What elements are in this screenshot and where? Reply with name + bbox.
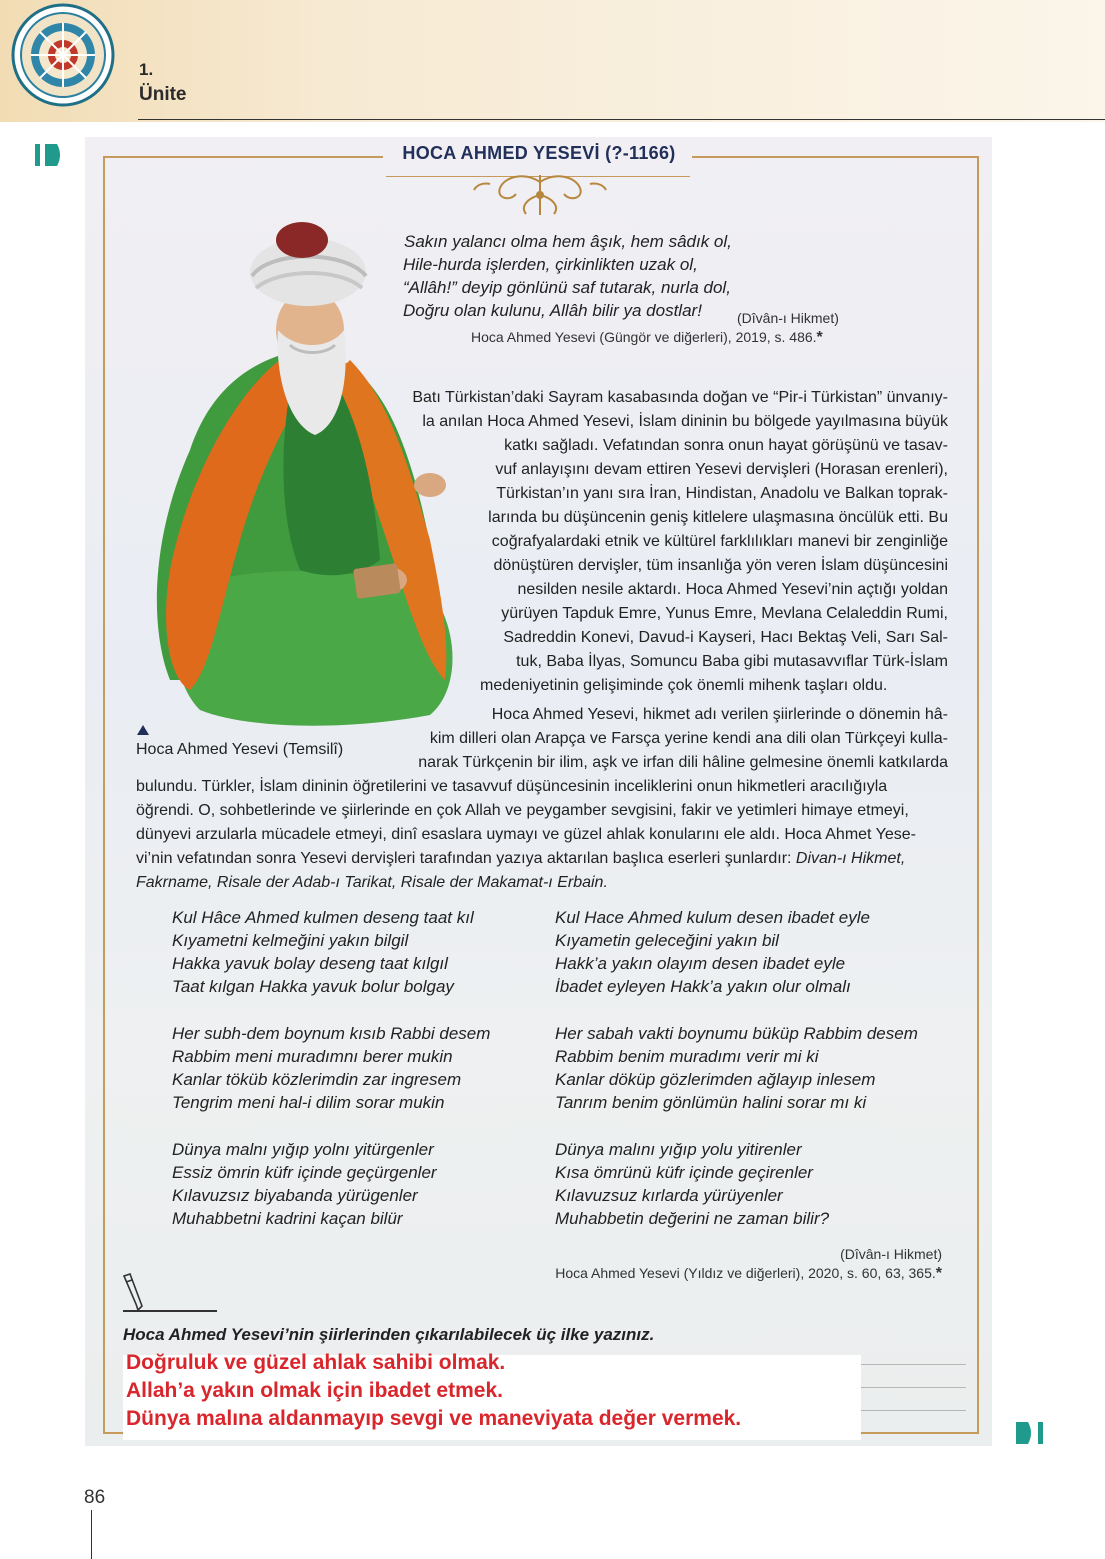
body-line: katkı sağladı. Vefatından sonra onun hayat görüşünü ve tasav-: [504, 437, 948, 454]
body-line: coğrafyalardaki etnik ve kültürel farklılıkları manevi bir zenginliğe: [491, 533, 948, 550]
unit-number: 1.: [139, 60, 154, 79]
body-line: öğrendi. O, sohbetlerinde ve şiirlerinde en çok Allah ve peygamber sevgisini, fakir ve yetimleri himaye etmeyi,: [136, 802, 909, 819]
verse-modern-line: Kanlar döküp gözlerimden ağlayıp inlesem: [555, 1070, 876, 1089]
unit-label: Ünite: [139, 84, 187, 105]
verse-modern-line: Dünya malını yığıp yolu yitirenler: [555, 1140, 802, 1159]
answer-line[interactable]: Dünya malına aldanmayıp sevgi ve maneviyata değer vermek.: [126, 1407, 742, 1430]
verses-source: Hoca Ahmed Yesevi (Yıldız ve diğerleri), 2020, s. 60, 63, 365.*: [555, 1265, 942, 1282]
verse-modern-line: İbadet eyleyen Hakk’a yakın olur olmalı: [555, 977, 851, 996]
body-line: dönüştüren dervişler, tüm insanlığa yön veren İslam düşüncesini: [493, 557, 948, 574]
verse-modern-line: Kul Hace Ahmed kulum desen ibadet eyle: [555, 908, 870, 927]
verse-modern-line: Kısa ömrünü küfr içinde geçirenler: [555, 1163, 813, 1182]
body-line: narak Türkçenin bir ilim, aşk ve irfan dili hâline gelmesine önemli katkılarda: [418, 754, 948, 771]
answer-line[interactable]: Doğruluk ve güzel ahlak sahibi olmak.: [126, 1351, 506, 1374]
body-line: yürüyen Tapduk Emre, Yunus Emre, Mevlana Celaleddin Rumi,: [501, 605, 948, 622]
pencil-icon: [118, 1272, 154, 1312]
verse-original-line: Dünya malnı yığıp yolnı yitürgenler: [172, 1140, 434, 1159]
verse-modern-line: Kıyametin geleceğini yakın bil: [555, 931, 779, 950]
verse-modern-line: Rabbim benim muradımı verir mi ki: [555, 1047, 819, 1066]
verse-modern-line: Tanrım benim gönlümün halini sorar mı ki: [555, 1093, 867, 1112]
opening-poem-source: Hoca Ahmed Yesevi (Güngör ve diğerleri), 2019, s. 486.*: [471, 329, 823, 346]
verse-original-line: Tengrim meni hal-i dilim sorar mukin: [172, 1093, 445, 1112]
verse-original-line: Taat kılgan Hakka yavuk bolur bolgay: [172, 977, 454, 996]
frame-left: [103, 156, 105, 1434]
verse-original-line: Her subh-dem boynum kısıb Rabbi desem: [172, 1024, 491, 1043]
verse-original-line: Muhabbetni kadrini kaçan bilür: [172, 1209, 403, 1228]
body-line: Batı Türkistan’daki Sayram kasabasında doğan ve “Pir-i Türkistan” ünvanıy-: [412, 389, 948, 406]
verse-original-line: Rabbim meni muradımnı berer mukin: [172, 1047, 453, 1066]
frame-right: [977, 156, 979, 1434]
body-line: larında bu düşüncenin geniş kitlelere ulaşmasına öncülük etti. Bu: [488, 509, 948, 526]
body-line: vuf anlayışını devam ettiren Yesevi dervişleri (Horasan erenleri),: [495, 461, 948, 478]
body-line: Sadreddin Konevi, Davud-i Kayseri, Hacı Bektaş Veli, Sarı Sal-: [503, 629, 948, 646]
verse-original-line: Kıyametni kelmeğini yakın bilgil: [172, 931, 409, 950]
page-number-bar: [91, 1510, 92, 1559]
body-line: Hoca Ahmed Yesevi, hikmet adı verilen şiirlerinde o dönemin hâ-: [491, 706, 948, 723]
body-line-works-list: Fakrname, Risale der Adab-ı Tarikat, Risale der Makamat-ı Erbain.: [136, 874, 608, 891]
caption-pointer-icon: [137, 725, 149, 735]
frame-top-right: [692, 156, 979, 158]
verse-modern-line: Kılavuzsuz kırlarda yürüyenler: [555, 1186, 783, 1205]
section-start-icon[interactable]: [35, 144, 65, 166]
verse-modern-line: Hakk’a yakın olayım desen ibadet eyle: [555, 954, 846, 973]
verse-modern-line: Her sabah vakti boynumu büküp Rabbim desem: [555, 1024, 918, 1043]
frame-top-left: [103, 156, 383, 158]
opening-poem-work: (Dîvân-ı Hikmet): [737, 310, 839, 326]
opening-poem-line: Hile-hurda işlerden, çirkinlikten uzak ol,: [403, 255, 698, 274]
body-line: kim dilleri olan Arapça ve Farsça yerine kendi ana dili olan Türkçeyi kulla-: [429, 730, 948, 747]
body-line: medeniyetinin gelişiminde çok önemli mihenk taşları oldu.: [480, 677, 888, 694]
verse-original-line: Hakka yavuk bolay deseng taat kılgıl: [172, 954, 448, 973]
verse-original-line: Essiz ömrin küfr içinde geçürgenler: [172, 1163, 437, 1182]
section-end-icon[interactable]: [1014, 1422, 1044, 1444]
opening-poem-line: Doğru olan kulunu, Allâh bilir ya dostlar!: [403, 301, 702, 320]
pencil-underline: [123, 1310, 217, 1312]
opening-poem-line: “Allâh!” deyip gönlünü saf tutarak, nurla dol,: [403, 278, 731, 297]
rosette-ornament-icon: [8, 0, 118, 110]
verse-original-line: Kılavuzsız biyabanda yürügenler: [172, 1186, 418, 1205]
answer-line[interactable]: Allah’a yakın olmak için ibadet etmek.: [126, 1379, 503, 1402]
page-number: 86: [84, 1487, 106, 1508]
body-line-works: vi’nin vefatından sonra Yesevi dervişleri tarafından yazıya aktarılan başlıca eserleri şunlardır: Divan-ı Hikmet,: [136, 850, 906, 867]
body-line: tuk, Baba İlyas, Somuncu Baba gibi mutasavvıflar Türk-İslam: [516, 653, 948, 670]
body-line: dünyevi arzularla mücadele etmeyi, dinî esaslara uymayı ve güzel ahlak konularını ele aldı. Hoca Ahmet Yese-: [136, 826, 916, 843]
page-title: HOCA AHMED YESEVİ (?-1166): [402, 143, 676, 163]
header-divider: [138, 119, 1105, 120]
activity-question: Hoca Ahmed Yesevi’nin şiirlerinden çıkarılabilecek üç ilke yazınız.: [123, 1325, 655, 1344]
title-flourish-icon: [470, 170, 610, 220]
verse-original-line: Kul Hâce Ahmed kulmen deseng taat kıl: [172, 908, 474, 927]
verse-original-line: Kanlar töküb közlerimdin zar ingresem: [172, 1070, 462, 1089]
verse-modern-line: Muhabbetin değerini ne zaman bilir?: [555, 1209, 830, 1228]
body-line: nesilden nesile aktardı. Hoca Ahmed Yesevi’nin açtığı yoldan: [517, 581, 948, 598]
body-line: la anılan Hoca Ahmed Yesevi, İslam dininin bu bölgede yayılmasına büyük: [422, 413, 948, 430]
body-line: bulundu. Türkler, İslam dininin öğretilerini ve tasavvuf düşüncesinin inceliklerini onun hikmetleri aracılığıyla: [136, 778, 888, 795]
portrait-caption: Hoca Ahmed Yesevi (Temsilî): [136, 741, 344, 758]
verses-work: (Dîvân-ı Hikmet): [840, 1246, 942, 1262]
opening-poem-line: Sakın yalancı olma hem âşık, hem sâdık ol,: [404, 232, 732, 251]
body-line: Türkistan’ın yanı sıra İran, Hindistan, Anadolu ve Balkan toprak-: [496, 485, 948, 502]
